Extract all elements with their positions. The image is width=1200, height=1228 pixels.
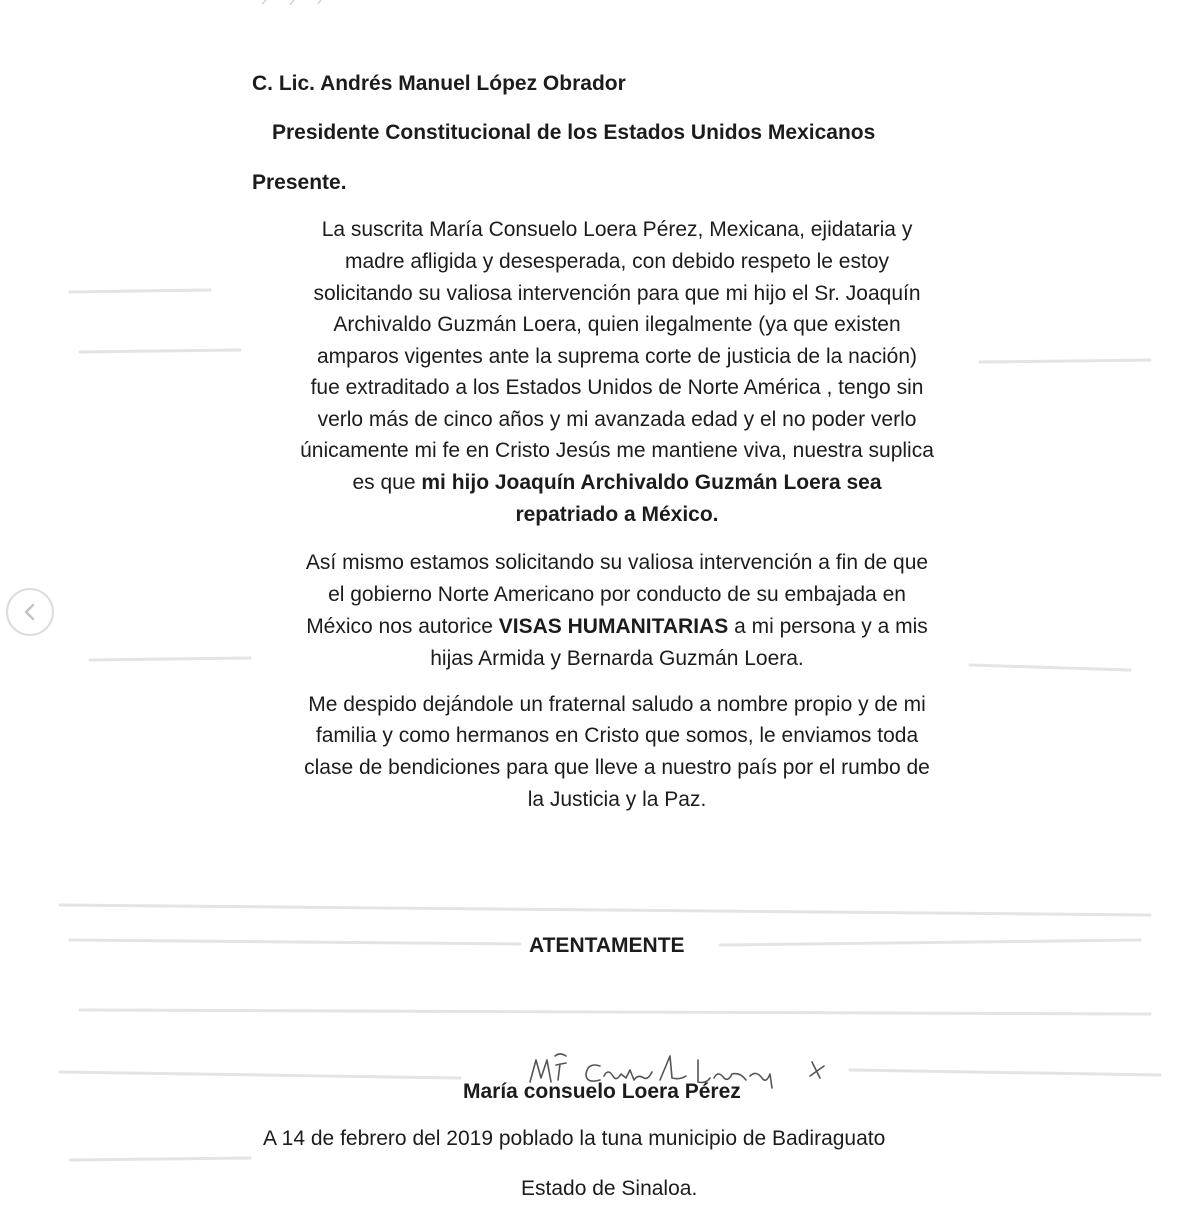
paragraph-line: hijas Armida y Bernarda Guzmán Loera. <box>430 647 804 670</box>
paragraph-line <box>0 615 1200 639</box>
paragraph-line: la Justicia y la Paz. <box>527 788 707 811</box>
paragraph-line: familia y como hermanos en Cristo que somos, le enviamos toda <box>315 724 919 747</box>
plain-text: a mi persona y a mis <box>728 615 928 638</box>
visas-highlight: VISAS HUMANITARIAS <box>498 615 729 638</box>
date-line: A 14 de febrero del 2019 poblado la tuna municipio de Badiraguato <box>263 1127 886 1150</box>
paragraph-line: amparos vigentes ante la suprema corte de justicia de la nación) <box>317 345 917 368</box>
recipient-title: Presidente Constitucional de los Estados Unidos Mexicanos <box>272 121 876 144</box>
greeting: Presente. <box>252 171 347 194</box>
closing: ATENTAMENTE <box>529 934 685 957</box>
bold-request: mi hijo Joaquín Archivaldo Guzmán Loera sea <box>421 471 882 494</box>
paragraph-line: solicitando su valiosa intervención para que mi hijo el Sr. Joaquín <box>313 282 921 305</box>
paragraph-line: Así mismo estamos solicitando su valiosa intervención a fin de que <box>305 551 929 574</box>
plain-text: México nos autorice <box>306 615 499 638</box>
recipient-name: C. Lic. Andrés Manuel López Obrador <box>252 72 626 95</box>
paragraph-line: Archivaldo Guzmán Loera, quien ilegalmente (ya que existen <box>333 313 901 336</box>
signatory-name: María consuelo Loera Pérez <box>463 1080 741 1103</box>
paragraph-line: Me despido dejándole un fraternal saludo a nombre propio y de mi <box>308 693 926 716</box>
paragraph-line <box>0 471 1200 495</box>
paragraph-line: fue extraditado a los Estados Unidos de Norte América , tengo sin <box>310 376 924 399</box>
bold-request-end: repatriado a México. <box>515 503 719 526</box>
paragraph-line: el gobierno Norte Americano por conducto de su embajada en <box>328 583 906 606</box>
paragraph-line: madre afligida y desesperada, con debido respeto le estoy <box>344 250 889 273</box>
paragraph-line: La suscrita María Consuelo Loera Pérez, Mexicana, ejidataria y <box>321 218 913 241</box>
state-line: Estado de Sinaloa. <box>521 1177 698 1200</box>
paragraph-line: únicamente mi fe en Cristo Jesús me mantiene viva, nuestra suplica <box>300 439 934 462</box>
plain-text: es que <box>352 471 422 494</box>
paragraph-line: clase de bendiciones para que lleve a nuestro país por el rumbo de <box>304 756 930 779</box>
paragraph-line: verlo más de cinco años y mi avanzada edad y el no poder verlo <box>317 408 917 431</box>
